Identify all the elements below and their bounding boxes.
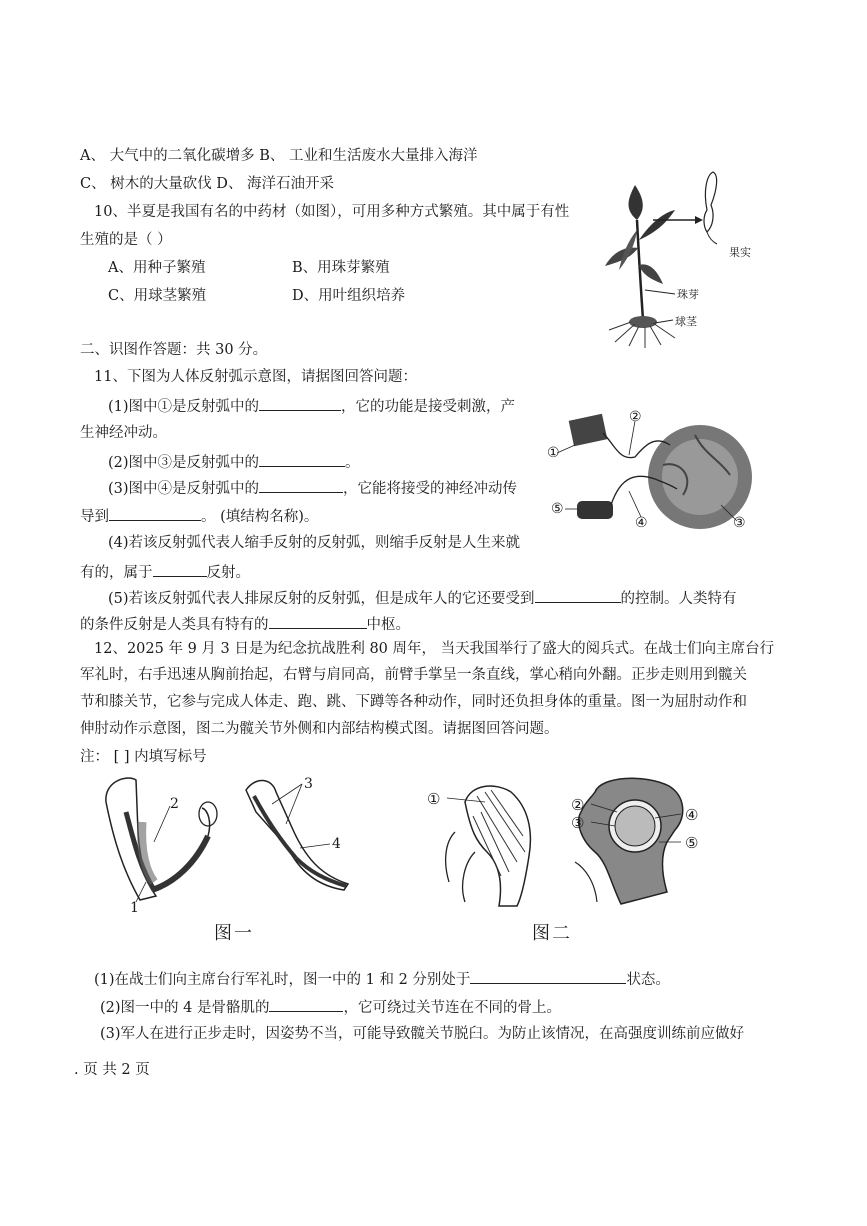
q12-part2-text-b: ，它可绕过关节连在不同的骨上。 <box>343 1000 561 1016</box>
q11-blank-2[interactable] <box>259 452 345 467</box>
pinellia-figure <box>595 170 775 350</box>
q11-blank-1[interactable] <box>259 396 341 411</box>
q11-part3-text-c: 导到 <box>80 509 109 525</box>
q11-part5-text-b: 的控制。人类特有 <box>620 591 737 607</box>
q12-stem-3: 节和膝关节，它参与完成人体走、跑、跳、下蹲等各种动作，同时还负担身体的重量。图一为屈肘动作和 <box>80 694 747 710</box>
q12-part1-text-b: 状态。 <box>626 972 670 988</box>
q12-blank-2[interactable] <box>269 997 343 1012</box>
reflex-label-1: ① <box>547 445 560 461</box>
q9-options-line1: A、 大气中的二氧化碳增多 B、 工业和生活废水大量排入海洋 <box>80 148 478 164</box>
q11-part5 <box>108 588 737 608</box>
fig2-label-5: ⑤ <box>685 834 699 852</box>
q12-stem-4: 伸肘动作示意图，图二为髋关节外侧和内部结构模式图。请据图回答问题。 <box>80 721 559 737</box>
q11-blank-7[interactable] <box>269 614 367 629</box>
q12-part1 <box>94 969 670 989</box>
fig2-label-1: ① <box>427 790 441 808</box>
q11-part3-text: (3)图中④是反射弧中的 <box>108 481 260 497</box>
reflex-label-4: ④ <box>635 515 648 531</box>
corm-label: 球茎 <box>675 315 697 328</box>
q11-part2-text: (2)图中③是反射弧中的 <box>108 455 260 471</box>
q10-stem: 10、半夏是我国有名的中药材（如图），可用多种方式繁殖。其中属于有性 <box>94 204 570 220</box>
q11-part3-cont <box>80 506 318 526</box>
q11-part4-text-c: 反射。 <box>206 565 250 581</box>
reflex-label-5: ⑤ <box>551 501 564 517</box>
q11-part4-text-b: 有的，属于 <box>80 565 153 581</box>
q12-blank-1[interactable] <box>470 969 626 984</box>
q12-stem-2: 军礼时，右手迅速从胸前抬起，右臂与肩同高，前臂手掌呈一条直线，掌心稍向外翻。正步走则用到髋关 <box>80 667 747 683</box>
q12-note: 注： [ ] 内填写标号 <box>80 749 207 765</box>
q10-option-d: D、用叶组织培养 <box>292 288 406 304</box>
q11-blank-4[interactable] <box>109 506 201 521</box>
q11-part1-cont: 生神经冲动。 <box>80 425 167 441</box>
q10-stem-cont: 生殖的是（ ） <box>80 232 172 248</box>
bulbil-label: 珠芽 <box>677 288 699 301</box>
q10-option-b: B、用珠芽繁殖 <box>292 260 390 276</box>
fig2-label-4: ④ <box>685 806 699 824</box>
q10-option-c: C、用球茎繁殖 <box>108 288 207 304</box>
q11-blank-5[interactable] <box>153 562 207 577</box>
reflex-arc-figure <box>545 405 760 535</box>
q11-part5-text-c: 的条件反射是人类具有特有的 <box>80 617 269 633</box>
q11-stem: 11、下图为人体反射弧示意图，请据图回答问题： <box>94 369 417 385</box>
figure-2-caption: 图二 <box>532 923 572 944</box>
fig1-label-3: 3 <box>304 776 313 792</box>
reflex-label-3: ③ <box>733 515 746 531</box>
q12-part2-text: (2)图一中的 4 是骨骼肌的 <box>100 1000 270 1016</box>
section-2-title: 二、识图作答题：共 30 分。 <box>80 342 268 358</box>
q11-part2 <box>108 452 360 472</box>
q12-part2 <box>100 997 561 1017</box>
q11-part1-text: (1)图中①是反射弧中的 <box>108 399 260 415</box>
q9-options-line2: C、 树木的大量砍伐 D、 海洋石油开采 <box>80 176 335 192</box>
reflex-label-2: ② <box>629 409 642 425</box>
q11-part4: (4)若该反射弧代表人缩手反射的反射弧，则缩手反射是人生来就 <box>108 535 521 551</box>
q11-part4-cont <box>80 562 250 582</box>
page-footer: . 页 共 2 页 <box>74 1062 150 1078</box>
q11-part5-cont <box>80 614 410 634</box>
fig1-label-2: 2 <box>170 796 179 812</box>
q11-part5-text: (5)若该反射弧代表人排尿反射的反射弧，但是成年人的它还要受到 <box>108 591 535 607</box>
figure-2-hip-joint <box>425 772 715 912</box>
q11-part3-text-b: ，它能将接受的神经冲动传 <box>343 481 518 497</box>
q12-stem-1: 12、2025 年 9 月 3 日是为纪念抗战胜利 80 周年， 当天我国举行了盛大的阅兵式。在战士们向主席台行 <box>94 641 775 657</box>
q11-part1 <box>108 396 515 416</box>
fruit-label: 果实 <box>729 246 751 259</box>
q11-part3 <box>108 478 517 498</box>
q10-option-a: A、用种子繁殖 <box>108 260 206 276</box>
q12-part3: (3)军人在进行正步走时，因姿势不当，可能导致髋关节脱臼。为防止该情况，在高强度训练前应做好 <box>100 1026 745 1042</box>
q11-part1-text-b: ，它的功能是接受刺激，产 <box>341 399 516 415</box>
q11-part2-text-b: 。 <box>345 455 360 471</box>
figure-1-caption: 图一 <box>214 923 254 944</box>
q11-blank-6[interactable] <box>535 588 621 603</box>
fig1-label-4: 4 <box>332 836 341 852</box>
figure-1-arm <box>96 772 366 917</box>
fig1-label-1: 1 <box>130 900 139 916</box>
q11-part5-text-d: 中枢。 <box>366 617 410 633</box>
fig2-label-3: ③ <box>571 814 585 832</box>
q11-part3-text-d: 。 (填结构名称)。 <box>201 509 319 525</box>
q11-blank-3[interactable] <box>259 478 343 493</box>
fig2-label-2: ② <box>571 796 585 814</box>
q12-part1-text: (1)在战士们向主席台行军礼时，图一中的 1 和 2 分别处于 <box>94 972 471 988</box>
